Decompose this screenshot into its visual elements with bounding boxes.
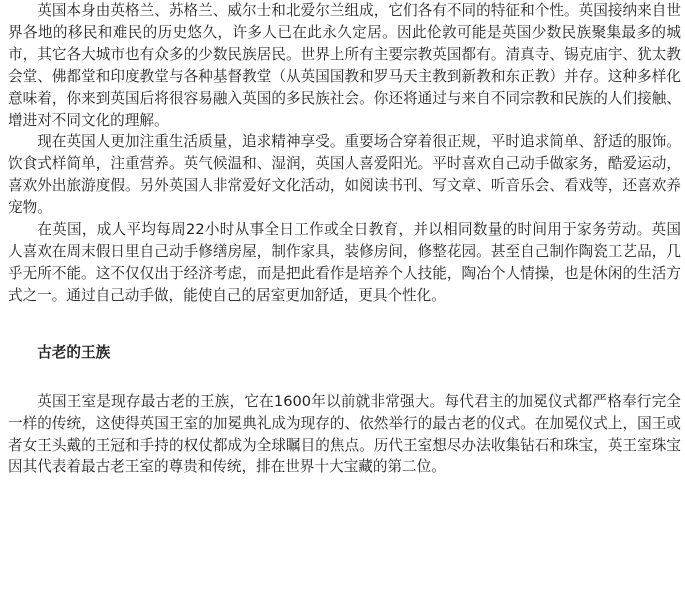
article-paragraph-diy: 在英国，成人平均每周22小时从事全日工作或全日教育，并以相同数量的时间用于家务劳动。英国人喜欢在周末假日里自己动手修缮房屋，制作家具，装修房间，修整花园。甚至自己制作陶瓷工艺品，几乎无所不能。这不仅仅出于经济考虑，而是把此看作是培养个人技能，陶冶个人情操，也是休闲的生活方式之一。通过自己动手做，能使自己的居室更加舒适，更具个性化。 bbox=[8, 221, 681, 304]
article-paragraph-royal-family: 英国王室是现存最古老的王族，它在1600年以前就非常强大。每代君主的加冕仪式都严格奉行完全一样的传统，这使得英国王室的加冕典礼成为现存的、依然举行的最古老的仪式。在加冕仪式上，国王或者女王头戴的王冠和手持的权仗都成为全球瞩目的焦点。历代王室想尽办法收集钻石和珠宝，英王室珠宝因其代表着最古老王室的尊贵和传统，排在世界十大宝藏的第二位。 bbox=[8, 392, 681, 476]
article-paragraph-composition: 英国本身由英格兰、苏格兰、威尔士和北爱尔兰组成，它们各有不同的特征和个性。英国接纳来自世界各地的移民和难民的历史悠久，许多人已在此永久定居。因此伦敦可能是英国少数民族聚集最多的城市，其它各大城市也有众多的少数民族居民。世界上所有主要宗教英国都有。清真寺、锡克庙宇、犹太教会堂、佛都堂和印度教堂与各种基督教堂（从英国国教和罗马天主教到新教和东正教）并存。这种多样化意味着，你来到英国后将很容易融入英国的多民族社会。你还将通过与来自不同宗教和民族的人们接触、增进对不同文化的理解。 bbox=[8, 2, 681, 129]
section-heading: 古老的王族 bbox=[37, 343, 111, 361]
article-paragraph-lifestyle: 现在英国人更加注重生活质量，追求精神享受。重要场合穿着很正规，平时追求简单、舒适的服饰。饮食式样简单，注重营养。英气候温和、湿润，英国人喜爱阳光。平时喜欢自己动手做家务，酷爱运动，喜欢外出旅游度假。另外英国人非常爱好文化活动，如阅读书刊、写文章、听音乐会、看戏等，还喜欢养宠物。 bbox=[8, 133, 681, 217]
